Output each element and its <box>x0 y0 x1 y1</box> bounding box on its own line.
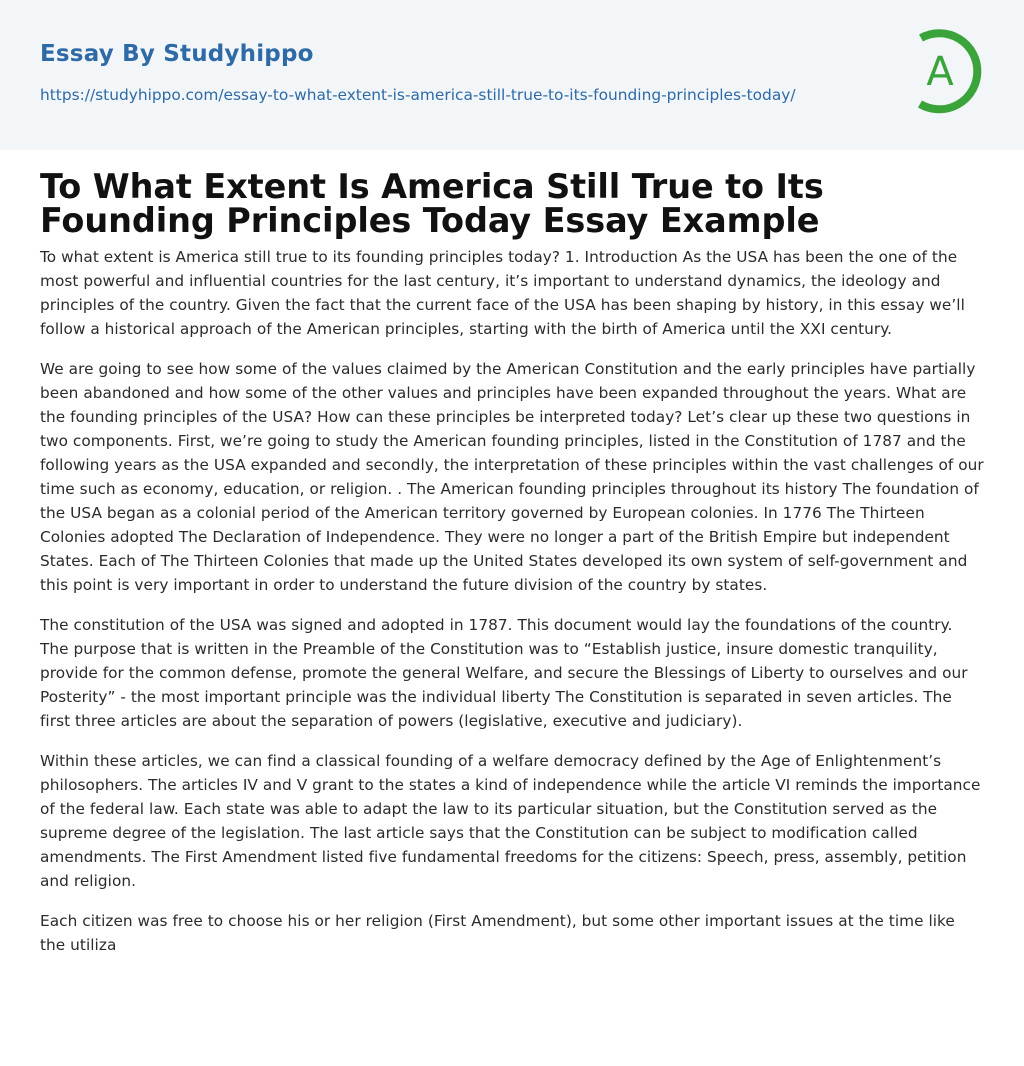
logo-letter: A <box>926 49 954 95</box>
essay-paragraph: Each citizen was free to choose his or her religion (First Amendment), but some other important issues at the time like the utiliza <box>40 912 955 954</box>
essay-title: To What Extent Is America Still True to Its Founding Principles Today Essay Example <box>40 167 824 240</box>
site-header <box>0 0 1024 150</box>
essay-paragraph: We are going to see how some of the values claimed by the American Constitution and the early principles have partially been abandoned and how some of the other values and principles have been expanded throughout the years. What are the founding principles of the USA? How can these principles be interpreted today? Let’s clear up these two questions in two components. First, we’re going to study the American founding principles, listed in the Constitution of 1787 and the following years as the USA expanded and secondly, the interpretation of these principles within the vast challenges of our time such as economy, education, or religion. . The American founding principles throughout its history The foundation of the USA began as a colonial period of the American territory governed by European colonies. In 1776 The Thirteen Colonies adopted The Declaration of Independence. They were no longer a part of the British Empire but independent States. Each of The Thirteen Colonies that made up the United States developed its own system of self-government and this point is very important in order to understand the future division of the country by states. <box>40 360 984 594</box>
studyhippo-logo-icon[interactable] <box>906 28 988 116</box>
essay-paragraph: Within these articles, we can find a classical founding of a welfare democracy defined by the Age of Enlightenment’s philosophers. The articles IV and V grant to the states a kind of independence while the article VI reminds the importance of the federal law. Each state was able to adapt the law to its particular situation, but the Constitution served as the supreme degree of the legislation. The last article says that the Constitution can be subject to modification called amendments. The First Amendment listed five fundamental freedoms for the citizens: Speech, press, assembly, petition and religion. <box>40 752 981 890</box>
site-brand[interactable]: Essay By Studyhippo <box>40 41 314 67</box>
essay-url-link[interactable]: https://studyhippo.com/essay-to-what-extent-is-america-still-true-to-its-founding-principles-today/ <box>40 86 796 104</box>
essay-paragraph: To what extent is America still true to its founding principles today? 1. Introduction As the USA has been the one of the most powerful and influential countries for the last century, it’s important to understand dynamics, the ideology and principles of the country. Given the fact that the current face of the USA has been shaping by history, in this essay we’ll follow a historical approach of the American principles, starting with the birth of America until the XXI century. <box>40 248 965 338</box>
essay-paragraph: The constitution of the USA was signed and adopted in 1787. This document would lay the foundations of the country. The purpose that is written in the Preamble of the Constitution was to “Establish justice, insure domestic tranquility, provide for the common defense, promote the general Welfare, and secure the Blessings of Liberty to ourselves and our Posterity” - the most important principle was the individual liberty The Constitution is separated in seven articles. The first three articles are about the separation of powers (legislative, executive and judiciary). <box>40 616 968 730</box>
essay-content <box>40 167 985 973</box>
